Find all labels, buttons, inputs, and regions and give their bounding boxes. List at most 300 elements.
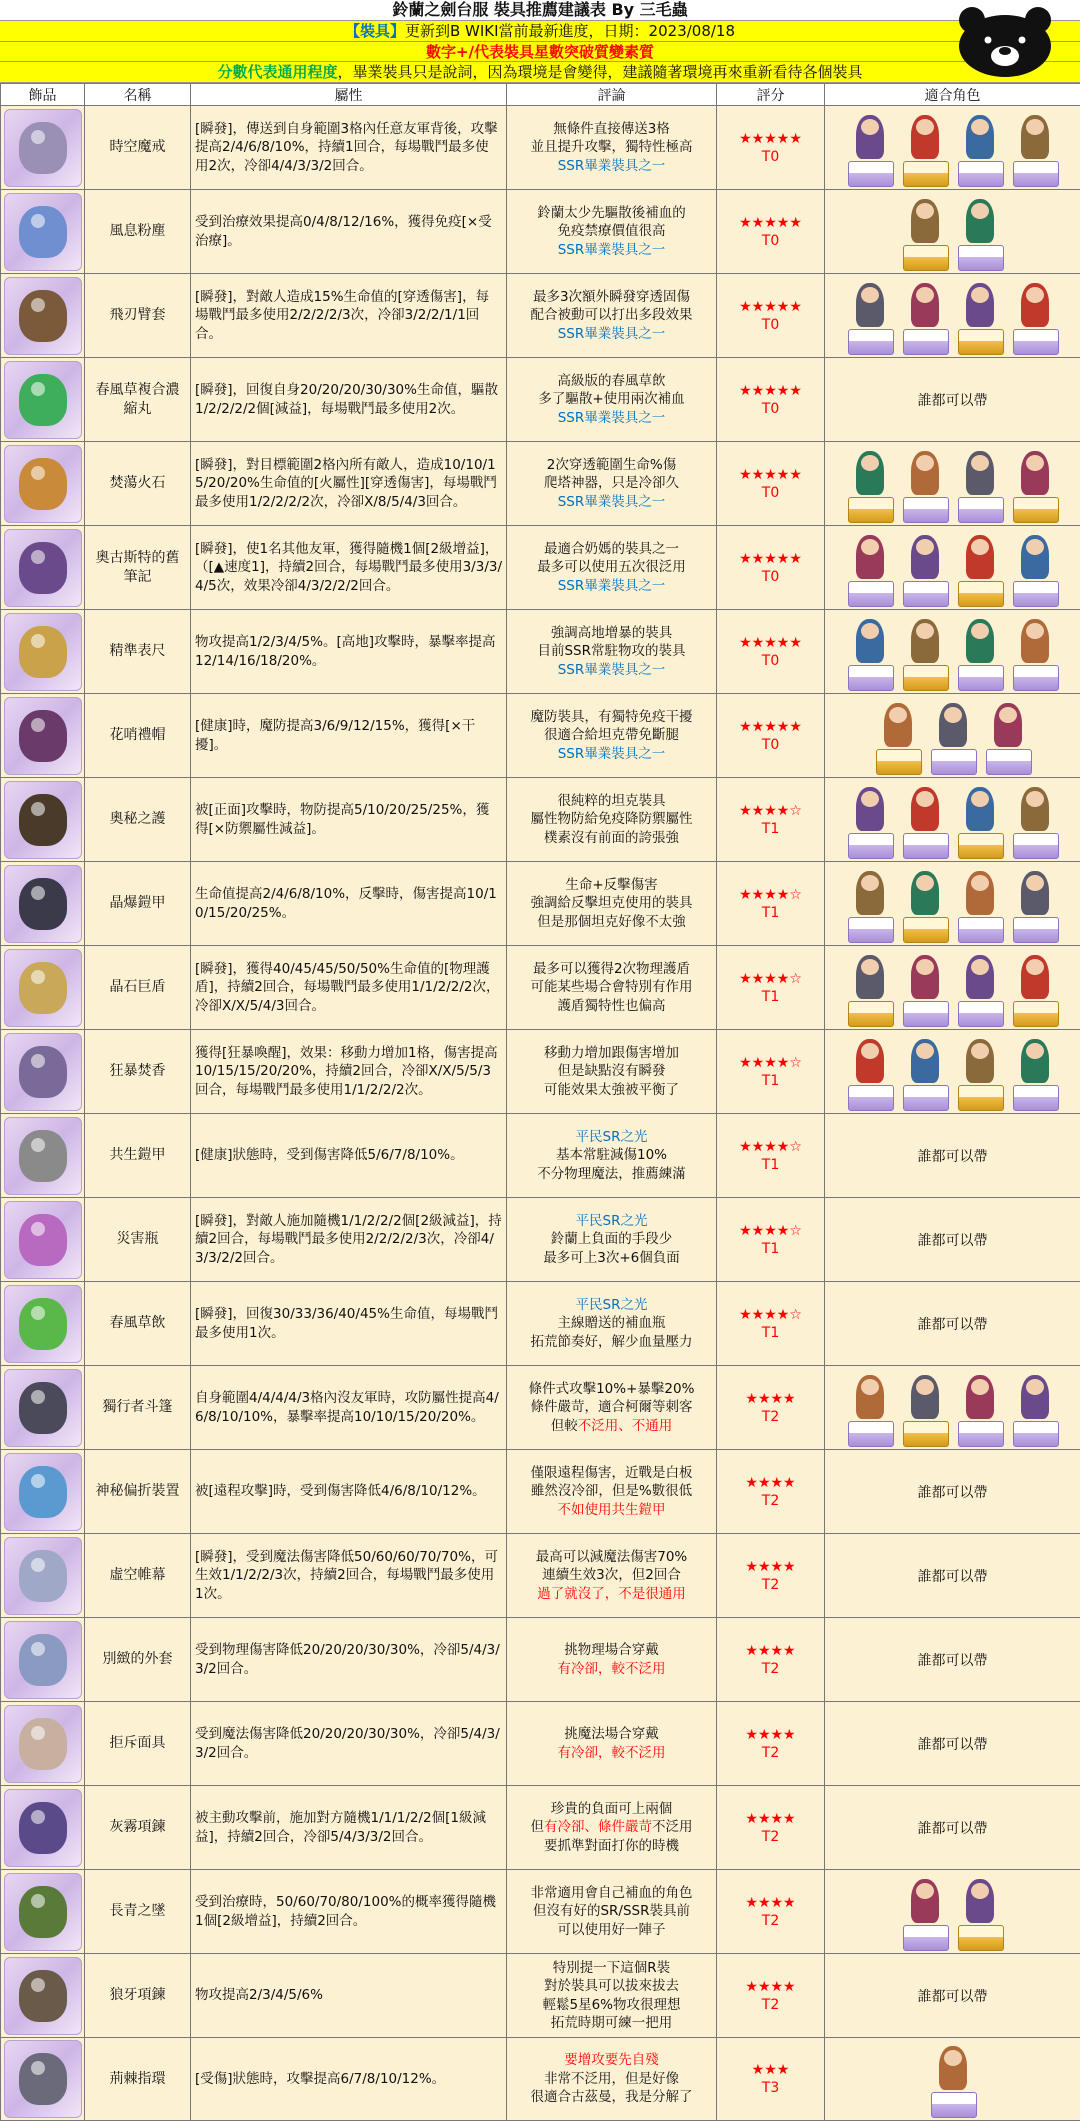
equipment-icon	[4, 193, 82, 271]
review-line: SSR畢業裝具之一	[511, 241, 712, 260]
character-figure	[1009, 865, 1061, 945]
suitable-characters	[825, 778, 1080, 862]
equipment-icon	[4, 1537, 82, 1615]
pedestal-icon	[958, 245, 1004, 271]
equipment-icon-cell	[1, 1450, 85, 1534]
equipment-icon-cell	[1, 1030, 85, 1114]
equipment-review	[507, 442, 717, 526]
equipment-shape	[19, 1130, 67, 1182]
equipment-review	[507, 1366, 717, 1450]
character-head	[861, 287, 879, 303]
equipment-score	[717, 190, 825, 274]
suitable-characters	[825, 274, 1080, 358]
review-line: 非常適用會自己補血的角色	[511, 1884, 712, 1903]
review-line: 魔防裝具，有獨特免疫干擾	[511, 708, 712, 727]
equipment-shape	[19, 1382, 67, 1434]
equipment-shine	[31, 1306, 45, 1320]
review-line: 特別提一下這個R裝	[511, 1959, 712, 1978]
character-figure	[954, 865, 1006, 945]
equipment-shape	[19, 206, 67, 258]
review-line	[511, 1417, 712, 1436]
anyone-can-use: 誰都可以帶	[918, 1653, 988, 1669]
equipment-shine	[31, 1222, 45, 1236]
equipment-icon-cell	[1, 526, 85, 610]
score-tier: T0	[721, 148, 820, 166]
table-header-row	[1, 84, 1080, 106]
equipment-review	[507, 1786, 717, 1870]
equipment-attribute: 被主動攻擊前，施加對方隨機1/1/1/2/2個[1級減益]，持續2回合，冷卻5/4/3/3/2回合。	[191, 1786, 507, 1870]
equipment-icon	[4, 1705, 82, 1783]
character-figure	[899, 1369, 951, 1449]
review-line: 很純粹的坦克裝具	[511, 792, 712, 811]
character-head	[971, 959, 989, 975]
equipment-icon-cell	[1, 1282, 85, 1366]
review-line: 屬性物防給免疫降防禦屬性	[511, 810, 712, 829]
score-stars: ★★★	[721, 2061, 820, 2079]
pedestal-icon	[848, 1001, 894, 1027]
equipment-attribute: 獲得[狂暴喚醒]，效果：移動力增加1格，傷害提高10/15/15/20/20%，持續2回合，冷卻X/X/5/5/3回合，每場戰鬥最多使用1/1/2/2/2次。	[191, 1030, 507, 1114]
equipment-attribute: [瞬發]，對目標範圍2格內所有敵人，造成10/10/15/20/20%生命值的[火屬性][穿透傷害]，每場戰鬥最多使用1/2/2/2/2次，冷卻X/8/5/4/3回合。	[191, 442, 507, 526]
score-stars: ★★★★☆	[721, 802, 820, 820]
equipment-shine	[31, 1978, 45, 1992]
update-text: 更新到B WIKI當前最新進度，日期：2023/08/18	[405, 22, 735, 40]
equipment-name: 奧秘之護	[85, 778, 191, 862]
table-row	[1, 778, 1080, 862]
score-tier: T0	[721, 484, 820, 502]
equipment-shine	[31, 1138, 45, 1152]
update-banner	[0, 21, 1080, 42]
review-line: 平民SR之光	[511, 1212, 712, 1231]
review-line: 基本常駐減傷10%	[511, 1146, 712, 1165]
table-row	[1, 1198, 1080, 1282]
character-figure	[899, 1873, 951, 1953]
equipment-name: 風息粉塵	[85, 190, 191, 274]
character-head	[861, 1043, 879, 1059]
col-header-icon: 飾品	[1, 84, 85, 106]
review-line: 最適合奶媽的裝具之一	[511, 540, 712, 559]
equipment-name: 精準表尺	[85, 610, 191, 694]
review-line: SSR畢業裝具之一	[511, 577, 712, 596]
character-list	[827, 1031, 1078, 1113]
review-line: 目前SSR常駐物攻的裝具	[511, 642, 712, 661]
equipment-icon	[4, 949, 82, 1027]
table-row	[1, 1870, 1080, 1954]
col-header-review: 評論	[507, 84, 717, 106]
score-stars: ★★★★	[721, 1390, 820, 1408]
equipment-name: 晶石巨盾	[85, 946, 191, 1030]
anyone-can-use: 誰都可以帶	[918, 1233, 988, 1249]
anyone-can-use: 誰都可以帶	[918, 1317, 988, 1333]
pedestal-icon	[848, 161, 894, 187]
equipment-score	[717, 1282, 825, 1366]
table-row	[1, 442, 1080, 526]
character-figure	[927, 2040, 979, 2120]
review-line: 平民SR之光	[511, 1128, 712, 1147]
equipment-shine	[31, 466, 45, 480]
review-line: 移動力增加跟傷害增加	[511, 1044, 712, 1063]
pedestal-icon	[1013, 1421, 1059, 1447]
equipment-shine	[31, 1474, 45, 1488]
score-stars: ★★★★	[721, 1474, 820, 1492]
equipment-attribute: 受到治療效果提高0/4/8/12/16%，獲得免疫[×受治療]。	[191, 190, 507, 274]
table-row	[1, 694, 1080, 778]
character-list	[827, 443, 1078, 525]
pedestal-icon	[876, 749, 922, 775]
pedestal-icon	[1013, 329, 1059, 355]
equipment-score	[717, 1198, 825, 1282]
pedestal-icon	[931, 2092, 977, 2118]
review-text: 但	[531, 1819, 545, 1835]
col-header-name: 名稱	[85, 84, 191, 106]
pedestal-icon	[958, 917, 1004, 943]
table-row	[1, 1030, 1080, 1114]
review-line: 但是缺點沒有瞬發	[511, 1062, 712, 1081]
review-line: 連續生效3次，但2回合	[511, 1566, 712, 1585]
equipment-icon-cell	[1, 2038, 85, 2121]
score-stars: ★★★★★	[721, 466, 820, 484]
score-stars: ★★★★	[721, 1978, 820, 1996]
pedestal-icon	[958, 161, 1004, 187]
character-list	[827, 863, 1078, 945]
character-head	[971, 1379, 989, 1395]
character-head	[1026, 623, 1044, 639]
review-line: 挑魔法場合穿戴	[511, 1725, 712, 1744]
character-head	[861, 539, 879, 555]
suitable-characters	[825, 1702, 1080, 1786]
pedestal-icon	[903, 1085, 949, 1111]
review-line: 強調給反擊坦克使用的裝具	[511, 894, 712, 913]
review-line: 無條件直接傳送3格	[511, 120, 712, 139]
score-tier: T0	[721, 232, 820, 250]
score-tier: T1	[721, 904, 820, 922]
character-head	[1026, 119, 1044, 135]
equipment-attribute: 受到治療時，50/60/70/80/100%的概率獲得隨機1個[2級增益]，持續2回合。	[191, 1870, 507, 1954]
equipment-score	[717, 862, 825, 946]
equipment-score	[717, 106, 825, 190]
character-head	[1026, 1043, 1044, 1059]
anyone-can-use: 誰都可以帶	[918, 1569, 988, 1585]
equipment-attribute: 自身範圍4/4/4/4/3格內沒友軍時，攻防屬性提高4/6/8/10/10%，暴擊率提高10/10/15/20/20%。	[191, 1366, 507, 1450]
pedestal-icon	[903, 917, 949, 943]
score-tier: T2	[721, 1996, 820, 2014]
score-stars: ★★★★★	[721, 298, 820, 316]
character-head	[916, 623, 934, 639]
pedestal-icon	[958, 329, 1004, 355]
character-figure	[844, 781, 896, 861]
character-head	[861, 791, 879, 807]
suitable-characters	[825, 358, 1080, 442]
table-row	[1, 2038, 1080, 2121]
review-line	[511, 1818, 712, 1837]
equipment-score	[717, 1366, 825, 1450]
pedestal-icon	[1013, 1085, 1059, 1111]
equipment-icon-cell	[1, 358, 85, 442]
review-line: 僅限遠程傷害，近戰是白板	[511, 1464, 712, 1483]
equipment-shape	[19, 1298, 67, 1350]
equipment-score	[717, 526, 825, 610]
review-line: 可以使用好一陣子	[511, 1921, 712, 1940]
equipment-icon-cell	[1, 1198, 85, 1282]
character-head	[889, 707, 907, 723]
suitable-characters	[825, 1534, 1080, 1618]
equipment-review	[507, 1198, 717, 1282]
pedestal-icon	[848, 329, 894, 355]
review-line: 條件式攻擊10%+暴擊20%	[511, 1380, 712, 1399]
equipment-icon-cell	[1, 1366, 85, 1450]
equipment-score	[717, 1030, 825, 1114]
character-figure	[1009, 529, 1061, 609]
character-head	[916, 287, 934, 303]
review-line: 並且提升攻擊，獨特性極高	[511, 138, 712, 157]
review-line: SSR畢業裝具之一	[511, 661, 712, 680]
equipment-shape	[19, 1802, 67, 1854]
pedestal-icon	[931, 749, 977, 775]
suitable-characters	[825, 1870, 1080, 1954]
equipment-review	[507, 1114, 717, 1198]
equipment-icon-cell	[1, 862, 85, 946]
pedestal-icon	[903, 833, 949, 859]
equipment-shine	[31, 886, 45, 900]
character-figure	[954, 445, 1006, 525]
table-row	[1, 1702, 1080, 1786]
character-head	[944, 707, 962, 723]
character-head	[971, 1883, 989, 1899]
col-header-chars: 適合角色	[825, 84, 1080, 106]
equipment-icon	[4, 1873, 82, 1951]
anyone-can-use: 誰都可以帶	[918, 1149, 988, 1165]
equipment-review	[507, 778, 717, 862]
character-list	[827, 611, 1078, 693]
equipment-icon	[4, 1957, 82, 2035]
review-line: 挑物理場合穿戴	[511, 1641, 712, 1660]
pedestal-icon	[903, 581, 949, 607]
table-row	[1, 1618, 1080, 1702]
equipment-icon	[4, 613, 82, 691]
equipment-shine	[31, 1894, 45, 1908]
review-line: 生命+反擊傷害	[511, 876, 712, 895]
equipment-attribute: [瞬發]，獲得40/45/45/50/50%生命值的[物理護盾]，持續2回合，每場戰鬥最多使用1/1/2/2/2次，冷卻X/X/5/4/3回合。	[191, 946, 507, 1030]
score-stars: ★★★★★	[721, 718, 820, 736]
pedestal-icon	[903, 329, 949, 355]
character-figure	[954, 613, 1006, 693]
table-row	[1, 1450, 1080, 1534]
equipment-score	[717, 1870, 825, 1954]
equipment-review	[507, 1030, 717, 1114]
equipment-review	[507, 1282, 717, 1366]
score-stars: ★★★★☆	[721, 970, 820, 988]
equipment-icon	[4, 109, 82, 187]
suitable-characters	[825, 1198, 1080, 1282]
equipment-shine	[31, 1054, 45, 1068]
character-head	[916, 791, 934, 807]
character-figure	[899, 193, 951, 273]
review-text: 但較	[551, 1418, 578, 1434]
equipment-review	[507, 862, 717, 946]
character-figure	[844, 445, 896, 525]
score-stars: ★★★★	[721, 1726, 820, 1744]
equipment-score	[717, 274, 825, 358]
equipment-attribute: [瞬發]，回復自身20/20/20/30/30%生命值，驅散1/2/2/2/2個[減益]，每場戰鬥最多使用2次。	[191, 358, 507, 442]
review-line: 樸素沒有前面的誇張強	[511, 829, 712, 848]
review-line: SSR畢業裝具之一	[511, 325, 712, 344]
equipment-score	[717, 1954, 825, 2038]
table-row	[1, 106, 1080, 190]
equipment-table	[0, 83, 1080, 2121]
score-stars: ★★★★★	[721, 130, 820, 148]
review-line: 但是那個坦克好像不太強	[511, 913, 712, 932]
note-text: ，畢業裝具只是說詞，因為環境是會變得，建議隨著環境再來重新看待各個裝具	[338, 63, 863, 81]
equipment-icon	[4, 1201, 82, 1279]
review-line: 輕鬆5星6%物攻很理想	[511, 1996, 712, 2015]
equipment-icon-cell	[1, 778, 85, 862]
character-list	[827, 1367, 1078, 1449]
note-banner	[0, 62, 1080, 83]
equipment-icon-cell	[1, 442, 85, 526]
col-header-attr: 屬性	[191, 84, 507, 106]
review-line: 多了驅散+使用兩次補血	[511, 390, 712, 409]
score-tier: T1	[721, 988, 820, 1006]
equipment-name: 花哨禮帽	[85, 694, 191, 778]
equipment-review	[507, 1702, 717, 1786]
review-line: 不如使用共生鎧甲	[511, 1501, 712, 1520]
equipment-shine	[31, 214, 45, 228]
character-figure	[954, 277, 1006, 357]
review-line: 主線贈送的補血瓶	[511, 1314, 712, 1333]
equipment-icon	[4, 781, 82, 859]
score-stars: ★★★★★	[721, 214, 820, 232]
equipment-score	[717, 442, 825, 526]
review-line: 不分物理魔法，推薦練滿	[511, 1165, 712, 1184]
equipment-shape	[19, 962, 67, 1014]
anyone-can-use: 誰都可以帶	[918, 1821, 988, 1837]
equipment-shape	[19, 1214, 67, 1266]
header	[0, 0, 1080, 83]
review-line: 強調高地增暴的裝具	[511, 624, 712, 643]
character-figure	[899, 1033, 951, 1113]
pedestal-icon	[958, 833, 1004, 859]
review-line: 可能某些場合會特別有作用	[511, 978, 712, 997]
equipment-attribute: [健康]時，魔防提高3/6/9/12/15%，獲得[×干擾]。	[191, 694, 507, 778]
character-figure	[844, 529, 896, 609]
equipment-name: 獨行者斗篷	[85, 1366, 191, 1450]
equipment-attribute: 生命值提高2/4/6/8/10%，反擊時，傷害提高10/10/15/20/25%。	[191, 862, 507, 946]
equipment-icon	[4, 1789, 82, 1867]
equipment-name: 狂暴焚香	[85, 1030, 191, 1114]
review-line: 要抓準對面打你的時機	[511, 1837, 712, 1856]
review-line: 但沒有好的SR/SSR裝具前	[511, 1902, 712, 1921]
equipment-icon	[4, 445, 82, 523]
score-stars: ★★★★★	[721, 550, 820, 568]
suitable-characters	[825, 106, 1080, 190]
review-highlight: 不泛用、不通用	[578, 1418, 673, 1434]
score-stars: ★★★★★	[721, 382, 820, 400]
score-stars: ★★★★☆	[721, 1222, 820, 1240]
equipment-icon-cell	[1, 1954, 85, 2038]
equipment-review	[507, 946, 717, 1030]
anyone-can-use: 誰都可以帶	[918, 1737, 988, 1753]
character-list	[827, 947, 1078, 1029]
equipment-shape	[19, 1886, 67, 1938]
equipment-review	[507, 190, 717, 274]
equipment-name: 奧古斯特的舊筆記	[85, 526, 191, 610]
equipment-name: 災害瓶	[85, 1198, 191, 1282]
review-line: 最高可以減魔法傷害70%	[511, 1548, 712, 1567]
pedestal-icon	[903, 1001, 949, 1027]
character-head	[916, 1043, 934, 1059]
character-head	[1026, 959, 1044, 975]
suitable-characters	[825, 1114, 1080, 1198]
equipment-name: 春風草飲	[85, 1282, 191, 1366]
equipment-icon	[4, 529, 82, 607]
pedestal-icon	[958, 497, 1004, 523]
equipment-review	[507, 1450, 717, 1534]
equipment-icon-cell	[1, 1786, 85, 1870]
score-stars: ★★★★☆	[721, 1306, 820, 1324]
character-figure	[844, 1369, 896, 1449]
equipment-icon-cell	[1, 694, 85, 778]
character-figure	[872, 697, 924, 777]
equipment-name: 神秘偏折裝置	[85, 1450, 191, 1534]
equipment-name: 別緻的外套	[85, 1618, 191, 1702]
table-row	[1, 862, 1080, 946]
review-line: SSR畢業裝具之一	[511, 493, 712, 512]
pedestal-icon	[958, 1925, 1004, 1951]
equipment-icon	[4, 277, 82, 355]
equipment-icon-cell	[1, 274, 85, 358]
character-figure	[899, 613, 951, 693]
character-head	[1026, 455, 1044, 471]
review-line: 對於裝具可以拔來拔去	[511, 1977, 712, 1996]
pedestal-icon	[1013, 665, 1059, 691]
equipment-name: 晶爆鎧甲	[85, 862, 191, 946]
equipment-icon	[4, 1117, 82, 1195]
anyone-can-use: 誰都可以帶	[918, 1989, 988, 2005]
review-line: 條件嚴苛，適合柯爾等刺客	[511, 1398, 712, 1417]
equipment-score	[717, 694, 825, 778]
suitable-characters	[825, 190, 1080, 274]
pedestal-icon	[1013, 497, 1059, 523]
pedestal-icon	[903, 1421, 949, 1447]
equipment-shape	[19, 458, 67, 510]
character-list	[827, 779, 1078, 861]
equipment-icon	[4, 361, 82, 439]
equipment-attribute: 受到魔法傷害降低20/20/20/30/30%，冷卻5/4/3/3/2回合。	[191, 1702, 507, 1786]
equipment-shape	[19, 374, 67, 426]
review-line: 雖然沒冷卻，但是%數很低	[511, 1482, 712, 1501]
character-head	[971, 203, 989, 219]
suitable-characters	[825, 1618, 1080, 1702]
review-line: 2次穿透範圍生命%傷	[511, 456, 712, 475]
equipment-shine	[31, 2061, 45, 2075]
suitable-characters	[825, 526, 1080, 610]
score-tier: T0	[721, 652, 820, 670]
review-line: 很適合給坦克帶免斷腿	[511, 726, 712, 745]
character-head	[916, 1379, 934, 1395]
equipment-icon-cell	[1, 1702, 85, 1786]
pedestal-icon	[903, 161, 949, 187]
equipment-name: 焚蕩火石	[85, 442, 191, 526]
score-tier: T0	[721, 400, 820, 418]
equipment-icon	[4, 1285, 82, 1363]
character-list	[827, 191, 1078, 273]
review-line: 爬塔神器，只是冷卻久	[511, 474, 712, 493]
score-stars: ★★★★	[721, 1558, 820, 1576]
equipment-review	[507, 2038, 717, 2121]
pedestal-icon	[903, 1925, 949, 1951]
character-figure	[954, 1033, 1006, 1113]
equipment-shine	[31, 382, 45, 396]
score-tier: T2	[721, 1828, 820, 1846]
